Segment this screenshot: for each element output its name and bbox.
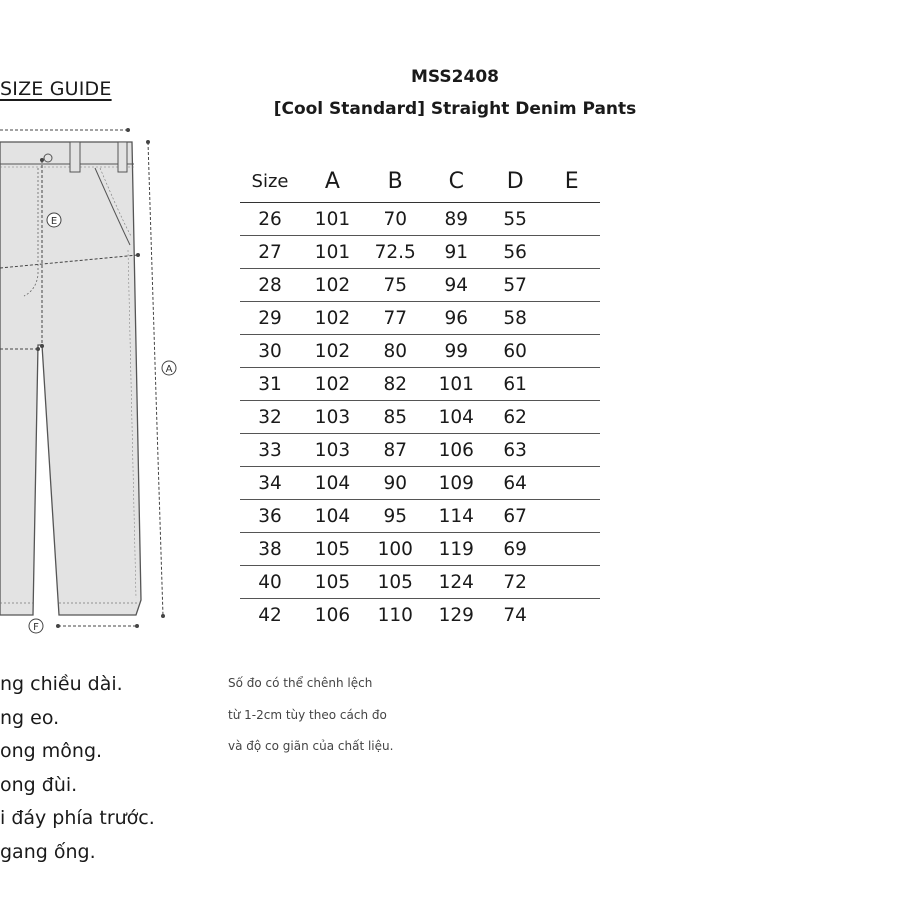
cell-d: 67 bbox=[487, 500, 543, 533]
cell-a: 106 bbox=[300, 599, 365, 632]
cell-e bbox=[543, 335, 600, 368]
cell-e bbox=[543, 302, 600, 335]
cell-b: 87 bbox=[365, 434, 426, 467]
cell-a: 103 bbox=[300, 434, 365, 467]
legend-item: gang ống. bbox=[0, 840, 96, 863]
cell-b: 70 bbox=[365, 203, 426, 236]
cell-size: 28 bbox=[240, 269, 300, 302]
cell-d: 74 bbox=[487, 599, 543, 632]
table-row bbox=[240, 269, 600, 302]
table-row bbox=[240, 500, 600, 533]
legend-item: ng eo. bbox=[0, 706, 60, 729]
belt-loop bbox=[118, 142, 127, 172]
table-row bbox=[240, 599, 600, 632]
table-row bbox=[240, 434, 600, 467]
cell-c: 96 bbox=[426, 302, 487, 335]
svg-text:F: F bbox=[33, 622, 39, 633]
cell-e bbox=[543, 236, 600, 269]
cell-d: 57 bbox=[487, 269, 543, 302]
cell-e bbox=[543, 566, 600, 599]
cell-c: 99 bbox=[426, 335, 487, 368]
cell-e bbox=[543, 269, 600, 302]
legend-item: ng chiều dài. bbox=[0, 673, 123, 695]
cell-e bbox=[543, 533, 600, 566]
measurement-note bbox=[228, 676, 393, 771]
cell-size: 42 bbox=[240, 599, 300, 632]
pants-measurement-diagram bbox=[0, 120, 200, 640]
marker-f bbox=[29, 619, 43, 633]
cell-c: 89 bbox=[426, 203, 487, 236]
cell-c: 91 bbox=[426, 236, 487, 269]
length-measure-line bbox=[148, 142, 163, 616]
cell-e bbox=[543, 599, 600, 632]
cell-size: 40 bbox=[240, 566, 300, 599]
cell-b: 95 bbox=[365, 500, 426, 533]
cell-e bbox=[543, 467, 600, 500]
cell-d: 69 bbox=[487, 533, 543, 566]
cell-size: 32 bbox=[240, 401, 300, 434]
table-row bbox=[240, 236, 600, 269]
col-header-e: E bbox=[564, 168, 579, 194]
col-header-b: B bbox=[387, 168, 403, 194]
cell-e bbox=[543, 434, 600, 467]
col-header-c: C bbox=[448, 168, 464, 194]
cell-b: 105 bbox=[365, 566, 426, 599]
table-row bbox=[240, 203, 600, 236]
col-header-a: A bbox=[324, 168, 340, 194]
cell-b: 75 bbox=[365, 269, 426, 302]
cell-b: 110 bbox=[365, 599, 426, 632]
cell-size: 30 bbox=[240, 335, 300, 368]
cell-b: 85 bbox=[365, 401, 426, 434]
cell-d: 72 bbox=[487, 566, 543, 599]
size-guide-heading: SIZE GUIDE bbox=[0, 78, 112, 100]
cell-size: 36 bbox=[240, 500, 300, 533]
measurement-legend bbox=[0, 673, 155, 874]
cell-c: 109 bbox=[426, 467, 487, 500]
cell-size: 31 bbox=[240, 368, 300, 401]
cell-d: 62 bbox=[487, 401, 543, 434]
cell-c: 114 bbox=[426, 500, 487, 533]
cell-d: 64 bbox=[487, 467, 543, 500]
col-header-size: Size bbox=[251, 170, 289, 192]
size-table bbox=[240, 160, 600, 631]
cell-a: 102 bbox=[300, 269, 365, 302]
size-table-header bbox=[240, 160, 600, 203]
cell-a: 102 bbox=[300, 302, 365, 335]
cell-a: 105 bbox=[300, 566, 365, 599]
table-row bbox=[240, 467, 600, 500]
cell-a: 105 bbox=[300, 533, 365, 566]
cell-a: 103 bbox=[300, 401, 365, 434]
cell-a: 101 bbox=[300, 236, 365, 269]
button bbox=[44, 154, 52, 162]
product-title: [Cool Standard] Straight Denim Pants bbox=[273, 99, 637, 119]
col-header-d: D bbox=[506, 168, 524, 194]
cell-c: 129 bbox=[426, 599, 487, 632]
cell-c: 104 bbox=[426, 401, 487, 434]
cell-d: 61 bbox=[487, 368, 543, 401]
legend-item: ong mông. bbox=[0, 740, 103, 762]
table-row bbox=[240, 566, 600, 599]
cell-c: 94 bbox=[426, 269, 487, 302]
table-row bbox=[240, 533, 600, 566]
marker-a bbox=[162, 361, 176, 375]
note-line: và độ co giãn của chất liệu. bbox=[228, 739, 394, 753]
cell-c: 106 bbox=[426, 434, 487, 467]
table-row bbox=[240, 368, 600, 401]
cell-size: 26 bbox=[240, 203, 300, 236]
cell-b: 82 bbox=[365, 368, 426, 401]
legend-item: i đáy phía trước. bbox=[0, 807, 155, 829]
cell-d: 63 bbox=[487, 434, 543, 467]
cell-e bbox=[543, 500, 600, 533]
cell-d: 58 bbox=[487, 302, 543, 335]
cell-size: 33 bbox=[240, 434, 300, 467]
cell-b: 100 bbox=[365, 533, 426, 566]
legend-item: ong đùi. bbox=[0, 773, 78, 796]
belt-loop bbox=[70, 142, 80, 172]
cell-c: 119 bbox=[426, 533, 487, 566]
cell-a: 104 bbox=[300, 467, 365, 500]
cell-b: 90 bbox=[365, 467, 426, 500]
cell-size: 34 bbox=[240, 467, 300, 500]
cell-d: 56 bbox=[487, 236, 543, 269]
table-row bbox=[240, 335, 600, 368]
note-line: Số đo có thể chênh lệch bbox=[228, 676, 373, 690]
table-row bbox=[240, 302, 600, 335]
marker-e bbox=[47, 213, 61, 227]
note-line: từ 1-2cm tùy theo cách đo bbox=[228, 707, 387, 722]
cell-e bbox=[543, 368, 600, 401]
cell-a: 102 bbox=[300, 368, 365, 401]
cell-e bbox=[543, 203, 600, 236]
cell-size: 29 bbox=[240, 302, 300, 335]
cell-c: 101 bbox=[426, 368, 487, 401]
cell-c: 124 bbox=[426, 566, 487, 599]
cell-size: 27 bbox=[240, 236, 300, 269]
cell-a: 102 bbox=[300, 335, 365, 368]
cell-b: 77 bbox=[365, 302, 426, 335]
cell-a: 101 bbox=[300, 203, 365, 236]
cell-b: 80 bbox=[365, 335, 426, 368]
cell-b: 72.5 bbox=[365, 236, 426, 269]
table-row bbox=[240, 401, 600, 434]
svg-text:A: A bbox=[165, 364, 173, 375]
cell-e bbox=[543, 401, 600, 434]
svg-text:E: E bbox=[50, 216, 58, 227]
cell-size: 38 bbox=[240, 533, 300, 566]
cell-d: 60 bbox=[487, 335, 543, 368]
cell-a: 104 bbox=[300, 500, 365, 533]
product-code: MSS2408 bbox=[411, 67, 499, 87]
cell-d: 55 bbox=[487, 203, 543, 236]
